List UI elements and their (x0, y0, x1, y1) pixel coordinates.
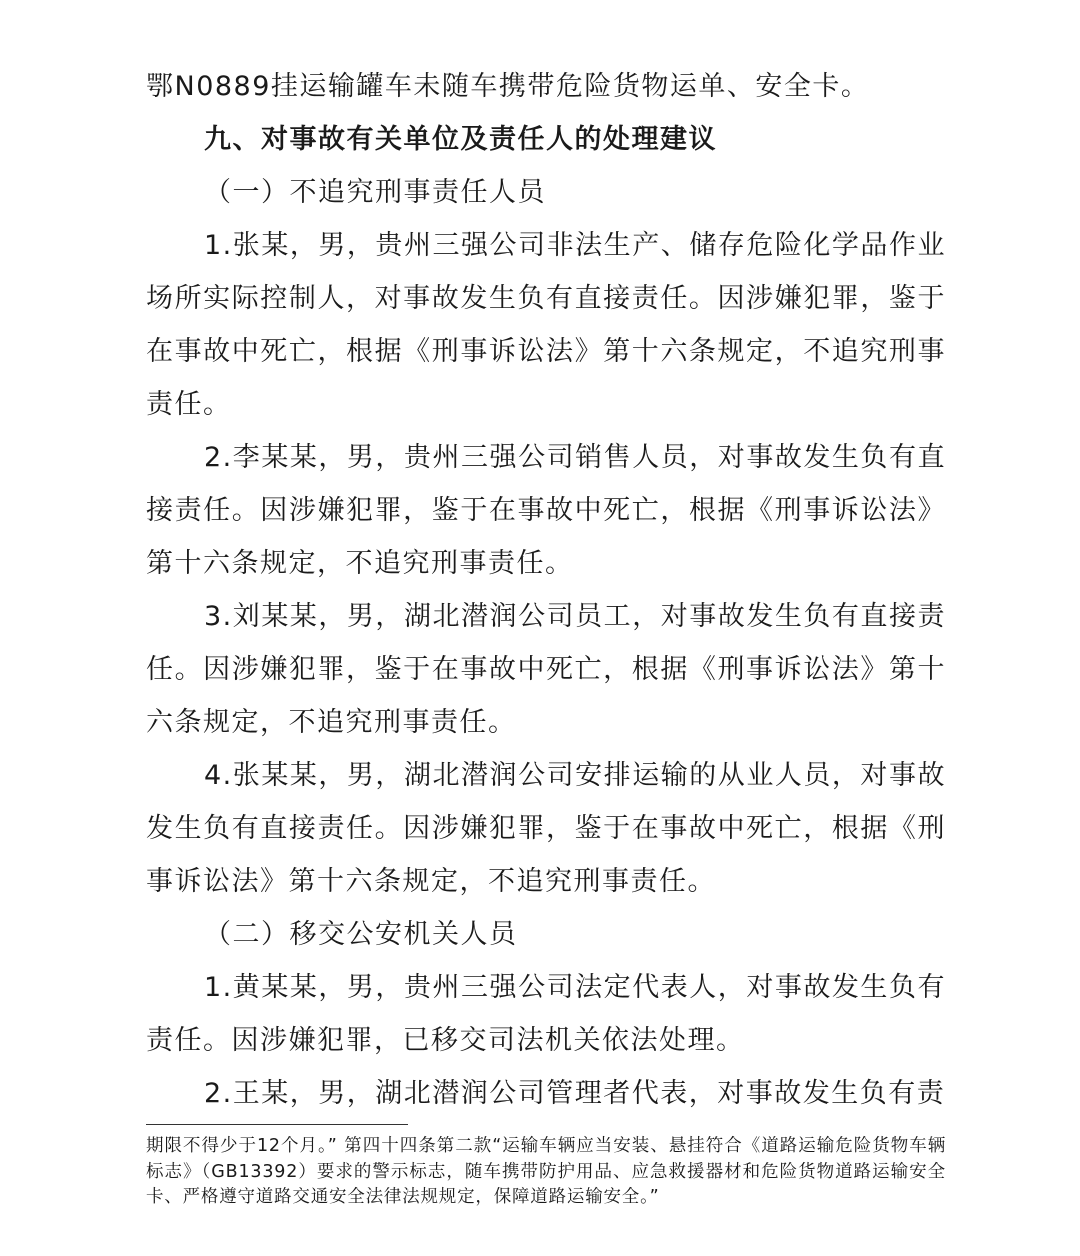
footnote: 期限不得少于12个月。” 第四十四条第二款“运输车辆应当安装、悬挂符合《道路运输危险货物车辆标志》（GB13392）要求的警示标志，随车携带防护用品、应急救援器材和危险货物道路运输安全卡、严格遵守道路交通安全法律法规规定，保障道路运输安全。” (146, 1136, 946, 1207)
document-body (146, 60, 946, 1120)
subsection-title-2: （二）移交公安机关人员 (204, 919, 518, 950)
continuation-paragraph: 鄂N0889挂运输罐车未随车携带危险货物运单、安全卡。 (146, 71, 870, 102)
list-item: 3.刘某某，男，湖北潜润公司员工，对事故发生负有直接责任。因涉嫌犯罪，鉴于在事故中死亡，根据《刑事诉讼法》第十六条规定，不追究刑事责任。 (146, 601, 946, 738)
section-heading: 九、对事故有关单位及责任人的处理建议 (204, 124, 717, 155)
list-item: 1.张某，男，贵州三强公司非法生产、储存危险化学品作业场所实际控制人，对事故发生负有直接责任。因涉嫌犯罪，鉴于在事故中死亡，根据《刑事诉讼法》第十六条规定，不追究刑事责任。 (146, 230, 946, 420)
list-item: 2.王某，男，湖北潜润公司管理者代表，对事故发生负有责 (204, 1078, 946, 1109)
list-item: 4.张某某，男，湖北潜润公司安排运输的从业人员，对事故发生负有直接责任。因涉嫌犯罪，鉴于在事故中死亡，根据《刑事诉讼法》第十六条规定，不追究刑事责任。 (146, 760, 946, 897)
list-item: 2.李某某，男，贵州三强公司销售人员，对事故发生负有直接责任。因涉嫌犯罪，鉴于在事故中死亡，根据《刑事诉讼法》第十六条规定，不追究刑事责任。 (146, 442, 946, 579)
subsection-title-1: （一）不追究刑事责任人员 (204, 177, 546, 208)
list-item: 1.黄某某，男，贵州三强公司法定代表人，对事故发生负有责任。因涉嫌犯罪，已移交司法机关依法处理。 (146, 972, 946, 1056)
footnote-divider (146, 1124, 408, 1125)
